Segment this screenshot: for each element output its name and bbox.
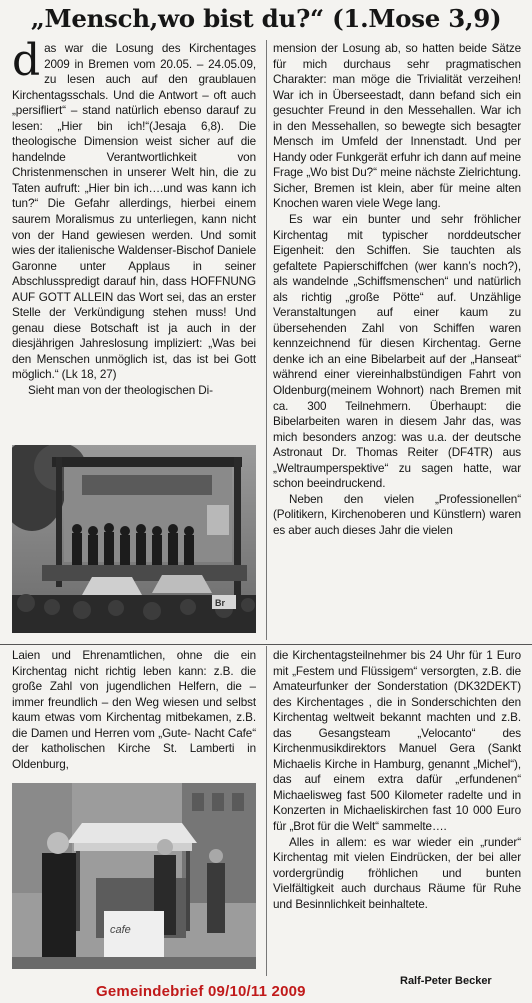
drop-cap: d	[12, 41, 41, 86]
column-2-bottom	[273, 648, 521, 972]
article-title: „Mensch,wo bist du?“ (1.Mose 3,9)	[30, 4, 502, 33]
column-1-bottom	[12, 648, 256, 773]
paragraph: Neben den vielen „Professionellen“ (Politikern, Kirchenoberen und Künstlern) waren es aber auch dieses Jahr die vielen	[273, 492, 521, 537]
column-divider-top	[266, 40, 267, 640]
paragraph: Laien und Ehrenamtlichen, ohne die ein Kirchentag nicht richtig leben kann: z.B. die große Zahl von jugendlichen Helfern, die – immer freundlich – den Weg wiesen und selbst kaum etwas vom Kirchentag mitbekamen, z.B. die Damen und Herren vom „Gute- Nacht Cafe“ der katholischen Kirche St. Lamberti in Oldenburg,	[12, 649, 256, 771]
photo-stage-choir-image	[12, 445, 256, 633]
photo-street-cafe	[12, 783, 256, 969]
column-divider-bottom	[266, 646, 267, 976]
paragraph: Es war ein bunter und sehr fröhlicher Kirchentag mit typischer norddeutscher Eigenheit: den Schiffen. Sie tauchten als gefaltete Papierschiffchen (wer kann’s noch?), als wandelnde „Schiffsmenschen“ und natürlich als richtig „große Pötte“ auf. Unzählige Veranstaltungen auf einer kaum zu übersehenden Zahl von Schiffen waren kennzeichnend für diesen Kirchentag. Gerne denke ich an eine Bibelarbeit auf der „Hanseat“ während einer viereinhalbstündigen Fahrt von Oldenburg(meinem Wohnort) nach Bremen mit ca. 300 Teilnehmern. Überhaupt: die Bibelarbeiten waren in diesem Jahr das, was mich besonders anzog: was u.a. der deutsche Astronaut Dr. Thomas Reiter (DF4TR) aus „Weltraumperspektive“ zu sagen hatte, war schon beeindruckend.	[273, 213, 521, 491]
paragraph: Alles in allem: es war wieder ein „runder“ Kirchentag mit vielen Eindrücken, der bei aller vordergründig fröhlichen und bunten Vielfältigkeit auch durchaus Räume für Ruhe und Besinnlichkeit beinhaltete.	[273, 835, 521, 911]
author-name: Ralf-Peter Becker	[400, 975, 492, 987]
paragraph: die Kirchentagsteilnehmer bis 24 Uhr für 1 Euro mit „Festem und Flüssigem“ versorgten, z.B. die Amateurfunker der Sonderstation (DK32DEKT) des Kirchentages , die in Sonderschichten den Kirchentag weltweit bekannt machten und z.B. das Gesangsteam „Velocanto“ des Kirchenmusikdirektors Manuel Gera (Sankt Michaelis Kirche in Hamburg, genannt „Michel“), das auf einem extra dafür „erfundenen“ Michaelisweg fast 500 Kilometer radelte und in Konzerten in Michaeliskirchen fast 10 000 Euro für „Brot für die Welt“ sammelte….	[273, 649, 521, 834]
paragraph	[12, 41, 256, 383]
photo-street-cafe-image	[12, 783, 256, 969]
paragraph: mension der Losung ab, so hatten beide Sätze für mich durchaus sehr pragmatischen Charakter: man möge die Trivialität verzeihen! War ich in Überseestadt, dann befand sich ein gesuchter Freund in den Messehallen. War ich in den Messehallen, so bewegte sich besagter Mensch im Umfeld der Innenstadt. Und per Handy oder Funkgerät erfuhr ich dann auf meine Frage „Wo bist Du?“ meine nächste Zielrichtung. Sicher, Bremen ist klein, aber für meine alten Knochen waren viele Wege lang.	[273, 42, 521, 211]
column-1-top	[12, 41, 256, 441]
column-2-top	[273, 41, 521, 641]
footer-publication: Gemeindebrief 09/10/11 2009	[96, 983, 306, 1000]
paragraph-text: as war die Losung des Kirchentages 2009 in Bremen vom 20.05. – 24.05.09, zu lesen auch auf den graublauen Kirchentagsschals. Und die Antwort – oft auch „persifliert“ – stand natürlich ebenso darauf zu lesen: „Hier bin ich!“(Jesaja 6,8). Die theologische Dimension weist sicher auf die handelnde Verantwortlichkeit von Christenmenschen in unserer Welt hin, die zu Taten aufruft: „Hier bin ich….und was kann ich tun?“ Die Gefahr allerdings, hierbei einem saurem Moralismus zu unterliegen, kann nicht von der Hand gewiesen werden. Und somit wies der italienische Waldenser-Bischof Daniele Garonne unter Applaus in seiner Abschlusspredigt darauf hin, dass HOFFNUNG AUF GOTT ALLEIN das Wort sei, das an erster Stelle der Verkündigung stehen muss! Und genau diese Botschaft ist ja auch in der diesjährigen Jahreslosung impliziert: „Was bei den Menschen unmöglich ist, das ist bei Gott möglich.“ (Lk 18, 27)	[12, 42, 256, 382]
photo-stage-choir	[12, 445, 256, 633]
photo1-sign-text: Br	[215, 598, 226, 608]
section-divider	[0, 644, 532, 645]
paragraph: Sieht man von der theologischen Di-	[28, 384, 213, 398]
photo2-sign-text: cafe	[110, 924, 131, 936]
